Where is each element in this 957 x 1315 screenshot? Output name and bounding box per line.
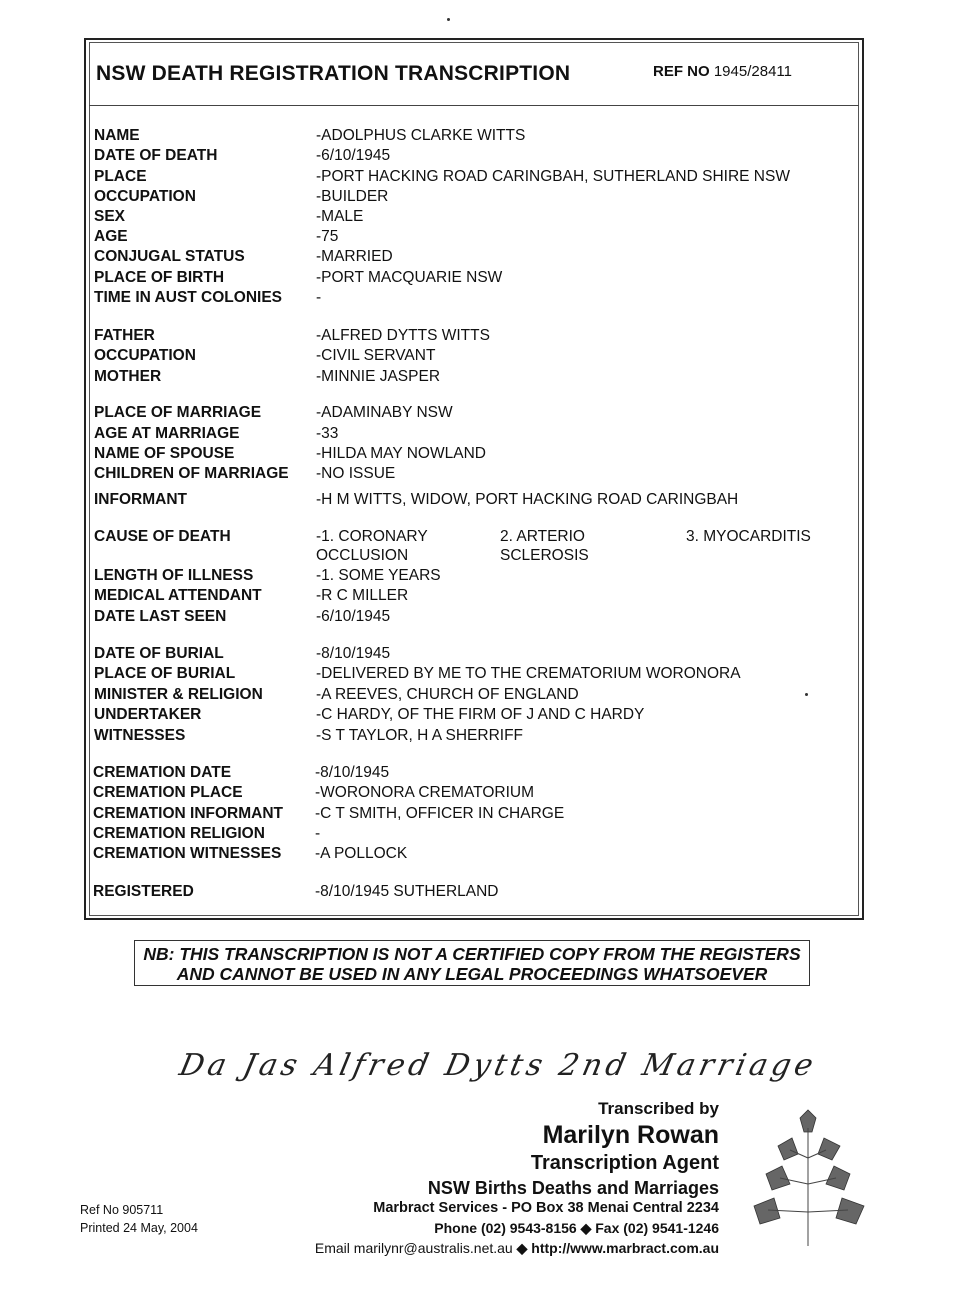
record-value: -MINNIE JASPER [316,368,441,385]
record-label: NAME [94,127,140,144]
record-value: -R C MILLER [316,587,409,604]
record-value: -MALE [316,208,364,225]
record-label: CONJUGAL STATUS [94,248,245,265]
record-label: CREMATION INFORMANT [93,805,283,822]
cause-3-line-1: 3. MYOCARDITIS [686,528,811,545]
record-value: -A POLLOCK [315,845,408,862]
header-divider [89,105,859,106]
scan-speck [447,18,450,21]
page-title: NSW DEATH REGISTRATION TRANSCRIPTION [96,62,571,85]
record-value: -75 [316,228,339,245]
record-label: CREMATION WITNESSES [93,845,282,862]
record-label: PLACE OF BURIAL [94,665,236,682]
record-value: -BUILDER [316,188,389,205]
disclaimer-box [134,940,810,986]
record-label: DATE OF BURIAL [94,645,224,662]
scan-speck [805,693,808,696]
record-value: -6/10/1945 [316,147,391,164]
ref-value: 1945/28411 [713,63,792,80]
record-label: LENGTH OF ILLNESS [94,567,254,584]
record-label: AGE [94,228,128,245]
email-link[interactable]: marilynr@australis.net.au [353,1240,513,1256]
record-label: SEX [94,208,126,225]
record-label: MEDICAL ATTENDANT [94,587,262,604]
footer-printed-date: Printed 24 May, 2004 [80,1221,198,1235]
record-label: OCCUPATION [94,347,196,364]
agent-phone: Phone (02) 9543-8156 ◆ Fax (02) 9541-1246 [434,1220,719,1236]
transcribed-by: Transcribed by [598,1099,719,1118]
record-value: -33 [316,425,339,442]
leaf-logo-icon [748,1108,870,1248]
record-label: PLACE OF BIRTH [94,269,225,286]
record-value: -1. SOME YEARS [316,567,441,584]
record-label: CAUSE OF DEATH [94,528,231,545]
record-value: -ADOLPHUS CLARKE WITTS [316,127,526,144]
record-label: CREMATION PLACE [93,784,243,801]
record-label: CREMATION DATE [93,764,232,781]
record-value: -CIVIL SERVANT [316,347,436,364]
record-value: -S T TAYLOR, H A SHERRIFF [316,727,524,744]
record-label: CREMATION RELIGION [93,825,265,842]
record-label: WITNESSES [94,727,186,744]
record-label: TIME IN AUST COLONIES [94,289,283,306]
ref-label: REF NO [653,63,710,80]
record-label: CHILDREN OF MARRIAGE [94,465,289,482]
agent-address: Marbract Services - PO Box 38 Menai Central 2234 [373,1200,719,1216]
agent-name: Marilyn Rowan [542,1121,719,1149]
record-value: -PORT HACKING ROAD CARINGBAH, SUTHERLAND SHIRE NSW [316,168,790,185]
cause-1-line-2: OCCLUSION [316,547,409,564]
cause-2-line-2: SCLEROSIS [500,547,589,564]
website-link[interactable]: ◆ http://www.marbract.com.au [516,1240,719,1256]
record-value: -NO ISSUE [316,465,396,482]
record-label: INFORMANT [94,491,187,508]
record-value: -8/10/1945 SUTHERLAND [315,883,499,900]
record-value: - [316,289,322,306]
record-value: -DELIVERED BY ME TO THE CREMATORIUM WORONORA [316,665,741,682]
handwritten-note: Da Jas Alfred Dytts 2nd Marriage [176,1048,821,1083]
disclaimer-line-1: NB: THIS TRANSCRIPTION IS NOT A CERTIFIED COPY FROM THE REGISTERS [143,944,801,964]
footer-ref-no: Ref No 905711 [80,1203,164,1217]
reference-number [653,63,792,80]
cause-1-line-1: -1. CORONARY [316,528,428,545]
record-label: FATHER [94,327,155,344]
record-value: -A REEVES, CHURCH OF ENGLAND [316,686,579,703]
record-value: -8/10/1945 [316,645,391,662]
email-label: Email [314,1240,350,1256]
record-value: -C HARDY, OF THE FIRM OF J AND C HARDY [316,706,645,723]
record-label: UNDERTAKER [94,706,202,723]
record-label: OCCUPATION [94,188,196,205]
cause-2-line-1: 2. ARTERIO [500,528,585,545]
record-label: PLACE OF MARRIAGE [94,404,262,421]
record-label: NAME OF SPOUSE [94,445,235,462]
record-label: PLACE [94,168,147,185]
record-value: -ALFRED DYTTS WITTS [316,327,490,344]
record-value: -WORONORA CREMATORIUM [315,784,535,801]
record-value: -HILDA MAY NOWLAND [316,445,486,462]
record-value: -8/10/1945 [315,764,390,781]
record-label: MOTHER [94,368,162,385]
record-value: - [315,825,321,842]
record-label: REGISTERED [93,883,194,900]
disclaimer-line-2: AND CANNOT BE USED IN ANY LEGAL PROCEEDINGS WHATSOEVER [176,964,768,984]
record-label: AGE AT MARRIAGE [94,425,240,442]
record-value: -ADAMINABY NSW [316,404,453,421]
record-label: DATE OF DEATH [94,147,218,164]
agent-role: Transcription Agent [530,1152,719,1174]
agent-contact-line [315,1240,719,1257]
record-value: -PORT MACQUARIE NSW [316,269,503,286]
record-value: -H M WITTS, WIDOW, PORT HACKING ROAD CARINGBAH [316,491,739,508]
record-label: DATE LAST SEEN [94,608,227,625]
record-value: -C T SMITH, OFFICER IN CHARGE [315,805,565,822]
record-label: MINISTER & RELIGION [94,686,263,703]
record-value: -MARRIED [316,248,393,265]
agent-org: NSW Births Deaths and Marriages [427,1178,719,1198]
record-value: -6/10/1945 [316,608,391,625]
